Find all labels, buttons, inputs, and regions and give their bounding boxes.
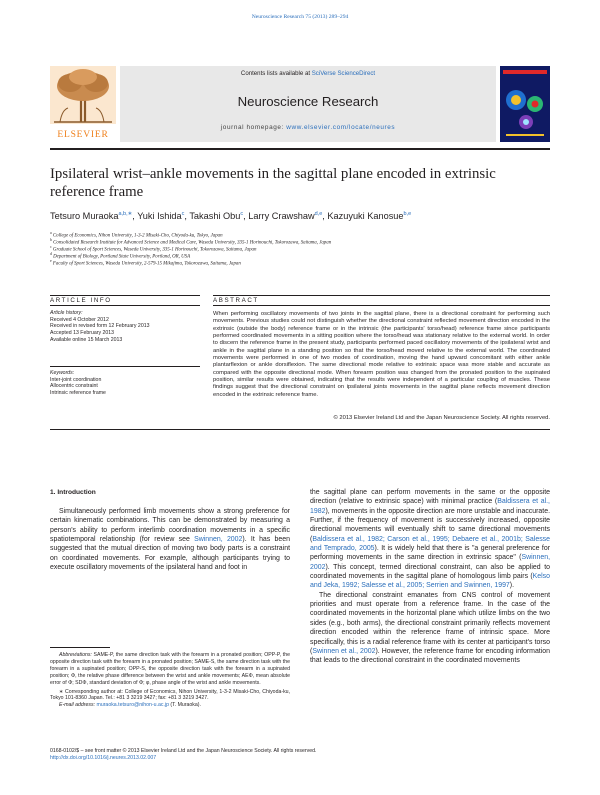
journal-title: Neuroscience Research <box>237 94 379 109</box>
introduction-heading: 1. Introduction <box>50 489 96 496</box>
corresponding-author-footnote: ∗ Corresponding author at: College of Economics, Nihon University, 1-3-2 Misaki-Cho, Chiyoda-ku, Tokyo 101-8360 Japan. Tel.: +81 3 3219 3427; fax: +81 3 3219 3427. <box>50 688 290 702</box>
keywords-rule <box>50 366 200 367</box>
history-online: Available online 15 March 2013 <box>50 336 123 343</box>
citation-link[interactable]: Swinnen et al., 2002 <box>312 647 376 655</box>
affiliation-d: $^d$ Department of Biology, Portland State University, Portland, OR, USA <box>50 252 191 260</box>
author-affiliation-marker[interactable]: d,e <box>314 211 323 217</box>
author-name: Tetsuro Muraoka <box>50 211 119 222</box>
author-affiliation-marker[interactable]: c <box>240 211 244 217</box>
copyright-notice: © 2013 Elsevier Ireland Ltd and the Japan Neuroscience Society. All rights reserved. <box>333 415 550 421</box>
footnotes <box>50 652 290 709</box>
email-link[interactable]: muraoka.tetsuro@nihon-u.ac.jp <box>96 702 169 709</box>
author-affiliation-marker[interactable]: b,e <box>403 211 412 217</box>
citation-link[interactable]: Baldissera et al., 1982; Carson et al., 1995; Debaere et al., 2001b; Salesse and Temprado, 2005 <box>310 535 550 553</box>
elsevier-tree-icon <box>50 66 116 124</box>
contents-line <box>120 70 496 77</box>
abstract-text: When performing oscillatory movements of two joints in the sagittal plane, there is a directional constraint for performing such movements. Previous studies could not distinguish whether the directional constraint reflected movement direction encoded in the extrinsic (outside the body) reference frame or in the intrinsic (the participants' torso/head) reference frame since participants performed coordinated movements in a sitting position where the torso/head was stationary relative to the external world. In order to discern the reference frame in the present study, participants performed paced oscillatory movements of the ipsilateral wrist and ankle in the sagittal plane in a standing position so that the torso/head moved relative to the external world. The coordinated movements were performed in one of two modes of coordination, moving the hand upward concomitant with either ankle plantarflexion or ankle dorsiflexion. The same directional mode relative to extrinsic space was more stable and accurate as compared with the opposite directional mode. When forearm position was changed from the pronated position to the supinated position, similar results were obtained, indicating that the results were independent of a particular coupling of muscles. These findings suggest that the directional constraint on ipsilateral joints movements in the sagittal plane reflects movement direction encoded in the extrinsic reference frame. <box>213 311 550 398</box>
author-name: Yuki Ishida <box>137 211 182 222</box>
header-rule <box>50 148 550 150</box>
affiliation-e: $^e$ Faculty of Sport Sciences, Waseda University, 2-579-15 Mikajima, Tokorozawa, Saitama, Japan <box>50 259 241 267</box>
footnote-rule <box>50 647 110 648</box>
email-footnote: E-mail address: muraoka.tetsuro@nihon-u.ac.jp (T. Muraoka). <box>59 702 201 709</box>
author-affiliation-marker[interactable]: c <box>181 211 185 217</box>
author-separator: , <box>184 211 190 222</box>
front-matter <box>50 748 550 762</box>
intro-left-column: Simultaneously performed limb movements show a strong preference for certain kinematic combinations. This can be demonstrated by measuring a person's ability to perform interlimb coordination movements in a specific spatiotemporal relationship (for review see Swinnen, 2002). It has been suggested that the mutual direction of moving two body parts is a constraint on coordinated movements. For example, although participants trying to execute oscillatory movements of the ipsilateral hand and foot in <box>50 508 290 572</box>
elsevier-logo <box>50 66 116 140</box>
author-name: Takashi Obu <box>189 211 241 222</box>
author-list <box>50 211 550 221</box>
abbreviations-footnote: Abbreviations: SAME-P, the same direction task with the forearm in a pronated position; OPP-P, the opposite direction task with the forearm in a pronated position; SAME-S, the same direction task with the forearm in a supinated position; OPP-S, the opposite direction task with the forearm in a supinated position; Φ, the relative phase difference between the wrist and ankle movements; AEΦ, mean absolute error of Φ; SDΦ, standard deviation of Φ; φ, phase angle of the wrist and ankle movements. <box>50 652 290 686</box>
affiliation-a: $^a$ College of Economics, Nihon University, 1-3-2 Misaki-Cho, Chiyoda-ku, Tokyo, Japan <box>50 231 223 239</box>
journal-cover-image <box>500 66 550 142</box>
author-separator: , <box>132 211 138 222</box>
citation-link[interactable]: Kelso and Jeka, 1992; Salesse et al., 2005; Serrien and Swinnen, 1997 <box>310 573 550 590</box>
doi-link[interactable]: http://dx.doi.org/10.1016/j.neures.2013.02.007 <box>50 755 157 761</box>
author-affiliation-marker[interactable]: a,b,∗ <box>118 211 133 217</box>
homepage-prefix: journal homepage: <box>220 124 284 131</box>
article-title: Ipsilateral wrist–ankle movements in the sagittal plane encoded in extrinsic reference frame <box>50 166 496 200</box>
abstract-end-rule <box>50 429 550 430</box>
abstract-rule-2 <box>213 305 550 306</box>
author-name: Kazuyuki Kanosue <box>327 211 404 222</box>
affiliation-c: $^c$ Graduate School of Sport Sciences, Waseda University, 335-1 Horinouchi, Tokorozawa, Saitama, Japan <box>50 245 257 253</box>
author-name: Larry Crawshaw <box>248 211 315 222</box>
homepage-link[interactable]: www.elsevier.com/locate/neures <box>286 124 396 131</box>
history-label: Article history: <box>50 310 83 316</box>
citation-link[interactable]: Swinnen, 2002 <box>194 536 243 544</box>
abstract-rule <box>213 295 550 296</box>
keyword-item: Inter-joint coordination <box>50 376 102 383</box>
history-received: Received 4 October 2012 <box>50 316 109 323</box>
contents-prefix: Contents lists available at <box>240 70 311 77</box>
history-accepted: Accepted 13 February 2013 <box>50 330 115 337</box>
article-info-rule <box>50 295 200 296</box>
affiliation-b: $^b$ Consolidated Research Institute for Advanced Science and Medical Care, Waseda University, 335-1 Horinouchi, Tokorozawa, Saitama, Japan <box>50 238 332 246</box>
author-separator: , <box>243 211 249 222</box>
keyword-item: Intrinsic reference frame <box>50 390 106 397</box>
sciencedirect-link[interactable]: SciVerse ScienceDirect <box>311 70 376 77</box>
author-separator: , <box>322 211 328 222</box>
article-history <box>50 310 200 344</box>
keywords <box>50 370 200 397</box>
journal-masthead <box>120 66 496 142</box>
keyword-item: Allocentric constraint <box>50 383 98 390</box>
citation-link[interactable]: Baldissera et al., 1982 <box>310 498 550 515</box>
keywords-label: Keywords: <box>50 370 75 376</box>
article-info-heading: ARTICLE INFO <box>50 297 112 304</box>
abstract-heading: ABSTRACT <box>213 297 259 304</box>
article-info-rule-2 <box>50 305 200 306</box>
publisher-name: ELSEVIER <box>57 130 109 140</box>
intro-right-column: the sagittal plane can perform movements in the same or the opposite direction (relative to extrinsic space) with minimal practice (Baldissera et al., 1982), movements in the opposite direction are more unstable and inaccurate. Further, if the frequency of movement is successively increased, opposite directional movements will eventually shift to same directional movements (Baldissera et al., 1982; Carson et al., 1995; Debaere et al., 2001b; Salesse and Temprado, 2005). It is widely held that there is "a general preference for performing movements in the same direction in extrinsic space" (Swinnen, 2002). This concept, termed directional constraint, can also be applied to coordinated movements in the sagittal plane of homologous limb pairs (Kelso and Jeka, 1992; Salesse et al., 2005; Serrien and Swinnen, 1997). The directional constraint emanates from CNS control of movement priorities and must operate from a reference frame. In the case of the coordinated movements in the horizontal plane which utilize limbs on the two sides (e.g., both arms), the directional constraint primarily reflects movement direction encoded within the reference frame of intrinsic space. More specifically, this is a radial reference frame with its center at participant's torso (Swinnen et al., 2002). However, the reference frame for encoding information that leads to the directional constraint in the coordinated movements <box>310 489 550 665</box>
journal-homepage <box>120 124 496 131</box>
journal-citation[interactable]: Neuroscience Research 75 (2013) 289–294 <box>251 14 349 20</box>
issn-line: 0168-0102/$ – see front matter © 2013 Elsevier Ireland Ltd and the Japan Neuroscience Society. All rights reserved. <box>50 748 317 754</box>
citation-link[interactable]: Swinnen, 2002 <box>310 554 550 571</box>
cover-art-icon <box>500 66 550 142</box>
history-revised: Received in revised form 12 February 2013 <box>50 323 150 330</box>
